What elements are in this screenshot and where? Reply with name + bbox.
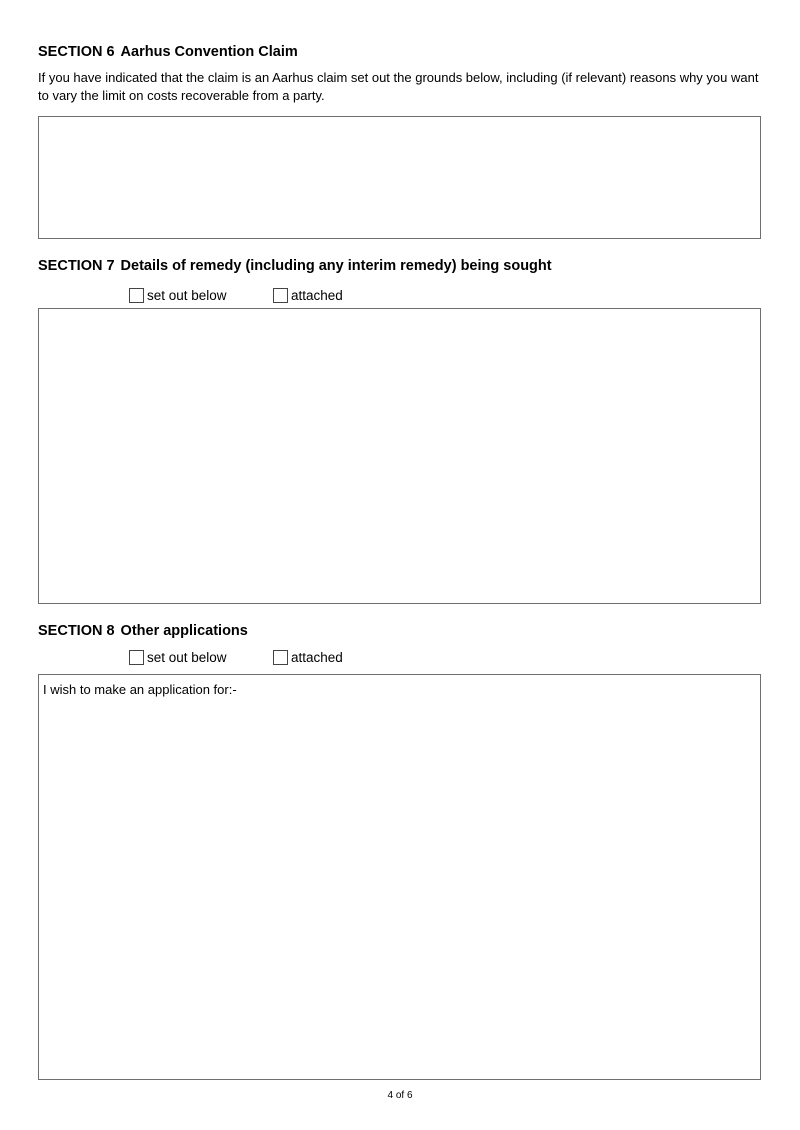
section-8-set-out-below-checkbox[interactable]: [129, 650, 144, 665]
aarhus-grounds-field[interactable]: [38, 116, 761, 239]
section-8-number: SECTION 8: [38, 623, 115, 639]
section-7-number: SECTION 7: [38, 258, 115, 274]
section-7-set-out-below-label: set out below: [147, 288, 227, 303]
other-applications-prefill: I wish to make an application for:-: [43, 682, 237, 697]
section-7-attached-option[interactable]: [273, 288, 343, 303]
section-8-set-out-below-label: set out below: [147, 650, 227, 665]
page-number: 4 of 6: [387, 1090, 413, 1101]
section-7-attached-label: attached: [291, 288, 343, 303]
section-8-attached-checkbox[interactable]: [273, 650, 288, 665]
section-6-title: Aarhus Convention Claim: [120, 44, 298, 60]
section-7-attached-checkbox[interactable]: [273, 288, 288, 303]
section-7-title: Details of remedy (including any interim remedy) being sought: [120, 258, 552, 274]
section-8-set-out-below-option[interactable]: [129, 650, 227, 665]
section-6-number: SECTION 6: [38, 44, 115, 60]
section-6-instructions: If you have indicated that the claim is an Aarhus claim set out the grounds below, including (if relevant) reasons why you want to vary the limit on costs recoverable from a party.: [38, 70, 759, 103]
section-7-set-out-below-option[interactable]: [129, 288, 227, 303]
section-7-heading: [38, 258, 552, 274]
remedy-details-field[interactable]: [38, 308, 761, 604]
section-8-attached-label: attached: [291, 650, 343, 665]
section-7-set-out-below-checkbox[interactable]: [129, 288, 144, 303]
section-8-attached-option[interactable]: [273, 650, 343, 665]
section-6-heading: [38, 44, 298, 60]
section-8-heading: [38, 623, 248, 639]
other-applications-field[interactable]: [38, 674, 761, 1080]
section-8-title: Other applications: [120, 623, 248, 639]
